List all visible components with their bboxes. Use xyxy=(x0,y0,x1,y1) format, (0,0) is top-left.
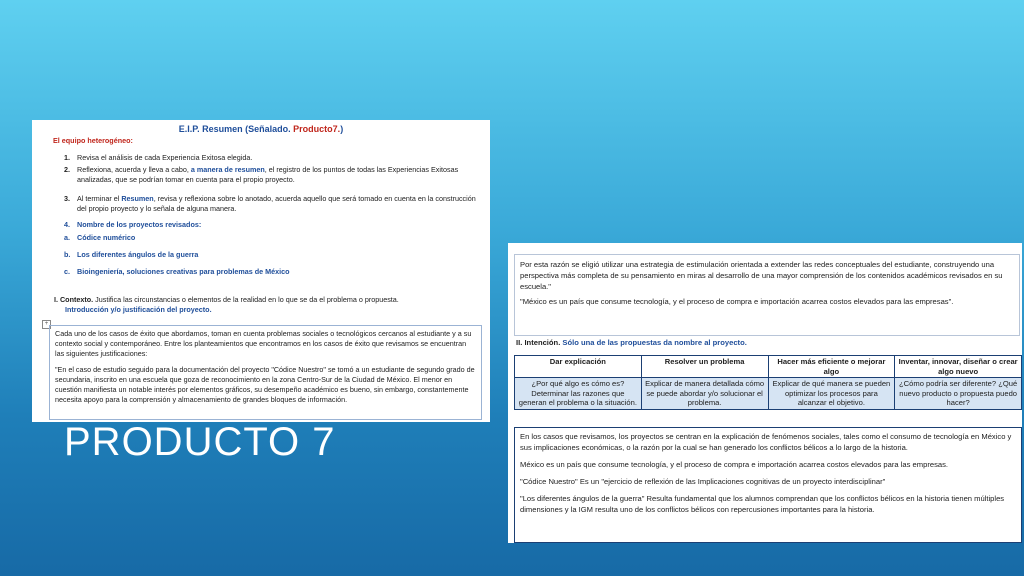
context-paragraph: Cada uno de los casos de éxito que abordamos, toman en cuenta problemas sociales o tecnológicos cercanos al estudiante y a su contexto social y contemporáneo. Entre los planteamientos que encontramos en los casos de éxito que revisamos se encuentran las siguientes justificaciones: xyxy=(55,329,472,358)
cases-paragraph: En los casos que revisamos, los proyectos se centran en la explicación de fenómenos sociales, tales como el consumo de tecnología en México y sus implicaciones económicas, o la razón por la cual se han generado los conflictos bélicos a lo largo de la historia. xyxy=(520,432,1012,452)
context-text: Justifica las circunstancias o elementos de la realidad en lo que se da el problema o propuesta. xyxy=(93,295,399,304)
item-text-emphasis: a manera de resumen xyxy=(190,165,265,174)
item-number: 3. xyxy=(64,194,70,203)
context-text-box xyxy=(49,325,482,420)
list-item xyxy=(64,233,484,243)
cases-text-box xyxy=(514,427,1022,543)
doc-heading xyxy=(32,124,490,134)
item-text-part: , revisa y reflexiona sobre lo anotado, acuerda aquello que será tomado en cuenta en la construcción del propio proyecto y lo señala de alguna manera. xyxy=(77,194,476,213)
list-item xyxy=(64,250,484,260)
item-text: Revisa el análisis de cada Experiencia Exitosa elegida. xyxy=(77,153,253,162)
list-item xyxy=(64,267,484,277)
context-label: I. Contexto. xyxy=(54,295,94,304)
list-item xyxy=(64,165,484,185)
item-number: c. xyxy=(64,267,70,276)
item-text-emphasis: Resumen xyxy=(121,194,154,203)
table-move-handle-icon: + xyxy=(42,320,51,329)
doc-heading-text: E.I.P. Resumen (Señalado. xyxy=(178,124,294,134)
right-document-image xyxy=(508,243,1022,543)
doc-heading-end: ) xyxy=(340,124,344,134)
item-number: 4. xyxy=(64,220,70,229)
justification-paragraph: "México es un país que consume tecnología, y el proceso de compra e importación acarrea costos elevados para las empresas". xyxy=(520,297,954,306)
intention-text: Sólo una de las propuestas da nombre al proyecto. xyxy=(560,338,747,347)
list-item xyxy=(64,220,484,230)
table-cell: Explicar de manera detallada cómo se puede abordar y/o solucionar el problema. xyxy=(641,378,768,410)
doc-heading-product: Producto7. xyxy=(293,124,341,134)
item-text: Bioingeniería, soluciones creativas para problemas de México xyxy=(77,267,290,276)
table-header-row xyxy=(515,356,1022,378)
item-text: Los diferentes ángulos de la guerra xyxy=(77,250,199,259)
slide-title: PRODUCTO 7 xyxy=(64,420,336,464)
cases-paragraph: "Códice Nuestro" Es un "ejercicio de reflexión de las Implicaciones cognitivas de un proyecto interdisciplinar" xyxy=(520,477,886,486)
table-header-cell: Dar explicación xyxy=(515,356,642,378)
justification-paragraph: Por esta razón se eligió utilizar una estrategia de estimulación orientada a extender las redes conceptuales del estudiante, construyendo una perspectiva más completa de su pensamiento en miras al desarrollo de una mayor comprensión de los contenidos académicos revisados en su escuela." xyxy=(520,260,1003,291)
table-cell: ¿Por qué algo es cómo es? Determinar las razones que generan el problema o la situación. xyxy=(515,378,642,410)
cases-paragraph: "Los diferentes ángulos de la guerra" Resulta fundamental que los alumnos comprendan que los conflictos bélicos en la historia tienen múltiples dimensiones y la IGM resulta uno de los conflictos bélicos con repercusiones importantes para la historia. xyxy=(520,494,1005,514)
context-section xyxy=(54,295,479,315)
context-subheading: Introducción y/o justificación del proyecto. xyxy=(65,305,212,314)
intention-table xyxy=(514,355,1022,410)
item-text-part: Al terminar el xyxy=(77,194,122,203)
item-text: Códice numérico xyxy=(77,233,136,242)
table-header-cell: Inventar, innovar, diseñar o crear algo nuevo xyxy=(895,356,1022,378)
item-number: a. xyxy=(64,233,70,242)
cases-paragraph: México es un país que consume tecnología, y el proceso de compra e importación acarrea costos elevados para las empresas. xyxy=(520,460,949,469)
item-number: 2. xyxy=(64,165,70,174)
item-text xyxy=(77,194,484,214)
item-number: b. xyxy=(64,250,71,259)
table-header-cell: Hacer más eficiente o mejorar algo xyxy=(768,356,895,378)
table-header-cell: Resolver un problema xyxy=(641,356,768,378)
context-paragraph: "En el caso de estudio seguido para la documentación del proyecto "Códice Nuestro" se tomó a un estudiante de segundo grado de secundaria, inscrito en una escuela que goza de reconocimiento en la zona Centro-Sur de la Ciudad de México. El menor en cuestión manifiesta un notable interés por elementos gráficos, su desempeño académico es bueno, sin embargo, constantemente necesita apoyo para la comprensión y almacenamiento de grandes bloques de información. xyxy=(55,365,475,404)
table-cell: Explicar de qué manera se pueden optimizar los procesos para alcanzar el objetivo. xyxy=(768,378,895,410)
team-heading: El equipo heterogéneo: xyxy=(53,136,133,145)
left-document-image xyxy=(32,120,490,422)
justification-box xyxy=(514,254,1020,336)
item-text: Nombre de los proyectos revisados: xyxy=(77,220,202,229)
item-text xyxy=(77,165,484,185)
item-number: 1. xyxy=(64,153,70,162)
table-cell: ¿Cómo podría ser diferente? ¿Qué nuevo producto o propuesta puedo hacer? xyxy=(895,378,1022,410)
item-text-part: , el registro de los puntos de todas las Experiencias Exitosas analizadas, que se podrían tomar en cuenta para el propio proyecto. xyxy=(77,165,459,184)
intention-label: II. Intención. xyxy=(516,338,561,347)
item-text-part: Reflexiona, acuerda y lleva a cabo, xyxy=(77,165,191,174)
intention-heading xyxy=(516,337,747,348)
table-row xyxy=(515,378,1022,410)
list-item xyxy=(64,194,484,214)
list-item xyxy=(64,153,484,163)
